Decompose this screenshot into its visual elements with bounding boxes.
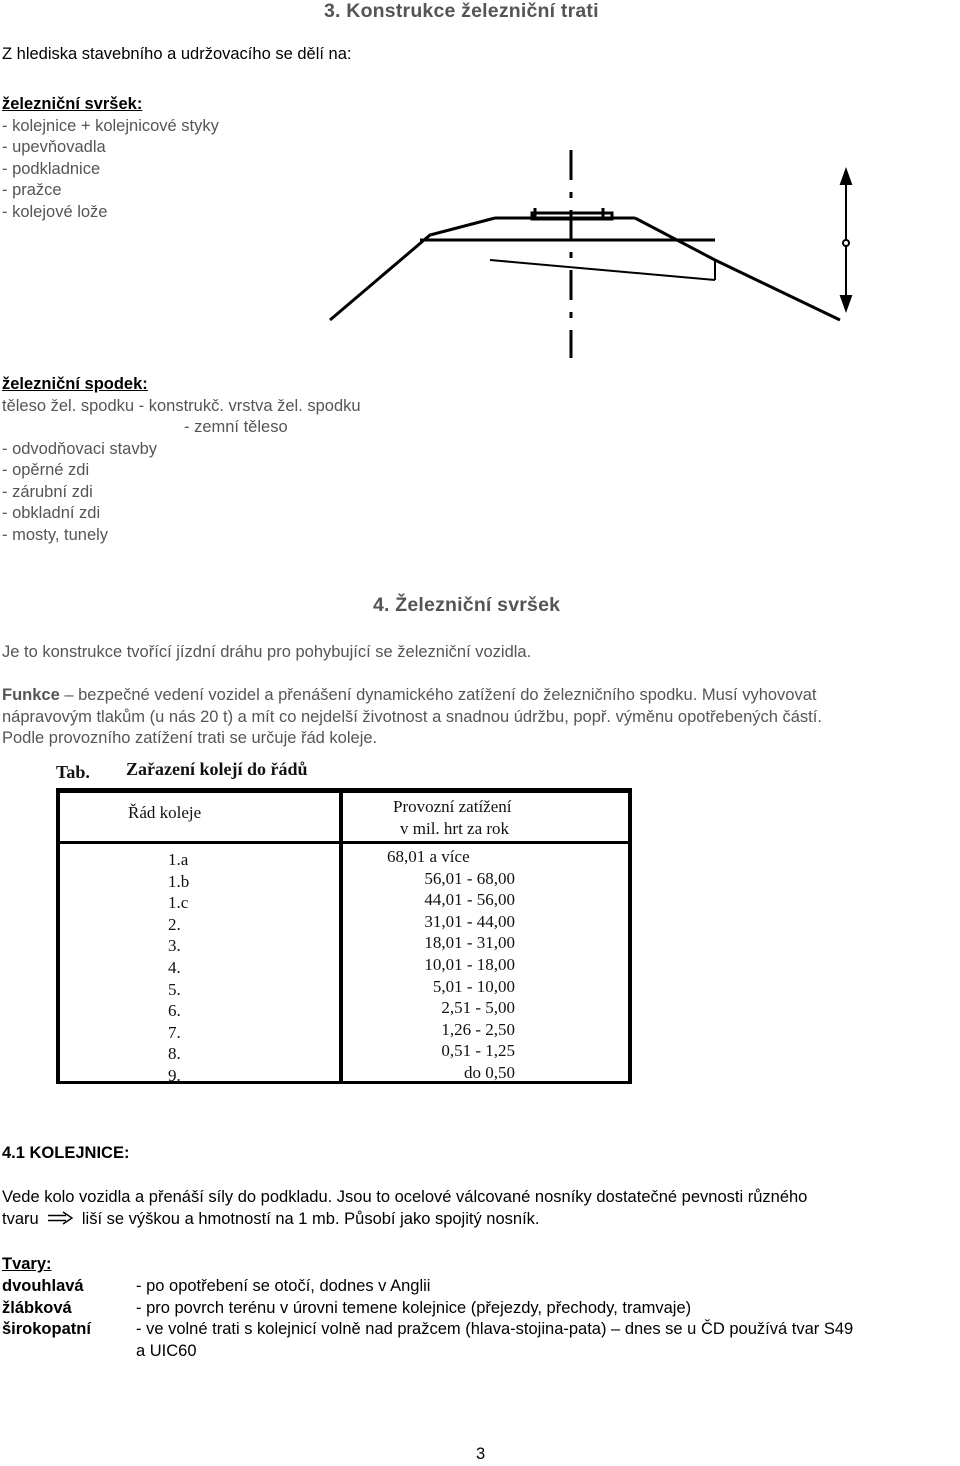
table-cell-zatizeni: 5,01 - 10,00	[432, 976, 515, 996]
order-table	[56, 788, 632, 1084]
tvar-desc: - ve volné trati s kolejnicí volně nad pražcem (hlava-stojina-pata) – dnes se u ČD používá tvar S49	[136, 1320, 854, 1339]
table-cell-rad: 1.b	[168, 871, 190, 891]
kolejnice-paragraph	[2, 1187, 958, 1230]
section-3-title: 3. Konstrukce železniční trati	[324, 0, 599, 22]
spodek-item: - zárubní zdi	[2, 482, 93, 501]
section-4-title: 4. Železniční svršek	[373, 594, 561, 616]
svrsek-item: - kolejové lože	[2, 202, 108, 221]
funkce-label: Funkce	[2, 686, 60, 704]
table-cell-zatizeni: 56,01 - 68,00	[424, 868, 515, 888]
height-dimension-arrow	[841, 170, 851, 310]
funkce-line3: Podle provozního zatížení trati se určuje řád koleje.	[2, 729, 378, 747]
kolejnice-line1: Vede kolo vozidla a přenáší síly do podkladu. Jsou to ocelové válcované nosníky dostatečné pevnosti různého	[2, 1188, 808, 1206]
table-col2-header-line2: v mil. hrt za rok	[400, 819, 510, 838]
table-cell-rad: 3.	[168, 936, 181, 956]
section-41-title: 4.1 KOLEJNICE:	[2, 1144, 130, 1162]
subgrade-line	[490, 260, 715, 280]
tvar-desc: - po opotřebení se otočí, dodnes v Anglii	[136, 1277, 431, 1295]
table-cell-zatizeni: 31,01 - 44,00	[424, 911, 515, 931]
tvar-name: širokopatní	[2, 1320, 91, 1339]
table-cell-rad: 6.	[168, 1001, 181, 1021]
svrsek-block	[2, 94, 219, 223]
table-cell-zatizeni: 18,01 - 31,00	[424, 933, 515, 953]
table-cell-rad: 1.a	[168, 850, 189, 869]
spodek-item: - odvodňovaci stavby	[2, 439, 158, 458]
table-cell-rad: 2.	[168, 914, 181, 934]
left-slope-line	[330, 218, 495, 320]
spodek-item: - obkladní zdi	[2, 504, 101, 522]
kolejnice-line2-a: tvaru	[2, 1209, 39, 1228]
svrsek-item: - podkladnice	[2, 159, 101, 178]
svrsek-heading: železniční svršek:	[2, 95, 143, 113]
svrsek-item: - kolejnice + kolejnicové styky	[2, 116, 219, 135]
table-cell-zatizeni: 1,26 - 2,50	[441, 1019, 515, 1039]
svrsek-item: - upevňovadla	[2, 138, 106, 156]
spodek-item: - opěrné zdi	[2, 461, 90, 479]
table-cell-zatizeni: 2,51 - 5,00	[441, 998, 515, 1018]
right-slope-line	[635, 218, 840, 320]
table-column-rule	[339, 793, 343, 1081]
table-col1-header: Řád koleje	[128, 803, 202, 822]
table-caption: Zařazení kolejí do řádů	[126, 759, 308, 779]
double-right-arrow-icon	[47, 1211, 75, 1225]
table-col2-header-line1: Provozní zatížení	[393, 797, 512, 816]
tvar-desc-continuation: a UIC60	[136, 1341, 197, 1360]
funkce-line1: – bezpečné vedení vozidel a přenášení dynamického zatížení do železničního spodku. Musí vyhovovat	[59, 686, 817, 704]
spodek-line2: - zemní těleso	[184, 418, 288, 436]
spodek-heading: železniční spodek:	[2, 375, 148, 393]
funkce-paragraph	[2, 685, 958, 750]
tvar-name: dvouhlavá	[2, 1277, 84, 1295]
table-cell-zatizeni: 10,01 - 18,00	[424, 954, 515, 974]
kolejnice-line2-b: liší se výškou a hmotností na 1 mb. Působí jako spojitý nosník.	[77, 1209, 540, 1228]
table-cell-rad: 7.	[168, 1022, 181, 1042]
table-cell-rad: 9.	[168, 1065, 181, 1085]
spodek-item: - mosty, tunely	[2, 525, 109, 544]
svrsek-item: - pražce	[2, 181, 62, 199]
table-tab-label: Tab.	[56, 762, 90, 782]
page-number: 3	[476, 1445, 486, 1463]
table-cell-rad: 8.	[168, 1044, 181, 1064]
table-cell-zatizeni: do 0,50	[464, 1062, 515, 1082]
intro-line: Z hlediska stavebního a udržovacího se dělí na:	[2, 45, 352, 63]
funkce-line2: nápravovým tlakům (u nás 20 t) a mít co nejdelší životnost a snadnou údržbu, popř. výměnu opotřebených částí.	[2, 707, 822, 726]
table-cell-rad: 1.c	[168, 893, 189, 913]
table-cell-zatizeni: 0,51 - 1,25	[441, 1041, 515, 1061]
table-cell-rad: 5.	[168, 979, 181, 999]
table-cell-rad: 4.	[168, 957, 181, 977]
tvary-names	[2, 1276, 91, 1341]
spodek-block	[2, 374, 361, 546]
table-cell-zatizeni: 44,01 - 56,00	[424, 890, 515, 910]
track-cross-section-diagram	[320, 140, 860, 370]
table-col1-values	[168, 849, 278, 1087]
table-cell-zatizeni: 68,01 a více	[387, 847, 470, 866]
table-col2-values	[385, 846, 515, 1084]
tvary-descriptions	[136, 1276, 853, 1362]
tvar-name: žlábková	[2, 1298, 72, 1317]
section-4-definition: Je to konstrukce tvořící jízdní dráhu pro pohybující se železniční vozidla.	[2, 643, 532, 661]
spodek-line1: těleso žel. spodku - konstrukč. vrstva žel. spodku	[2, 396, 361, 415]
tvar-desc: - pro povrch terénu v úrovni temene kolejnice (přejezdy, přechody, tramvaje)	[136, 1298, 692, 1317]
table-header-rule	[60, 841, 628, 844]
tvary-heading: Tvary:	[2, 1255, 52, 1273]
